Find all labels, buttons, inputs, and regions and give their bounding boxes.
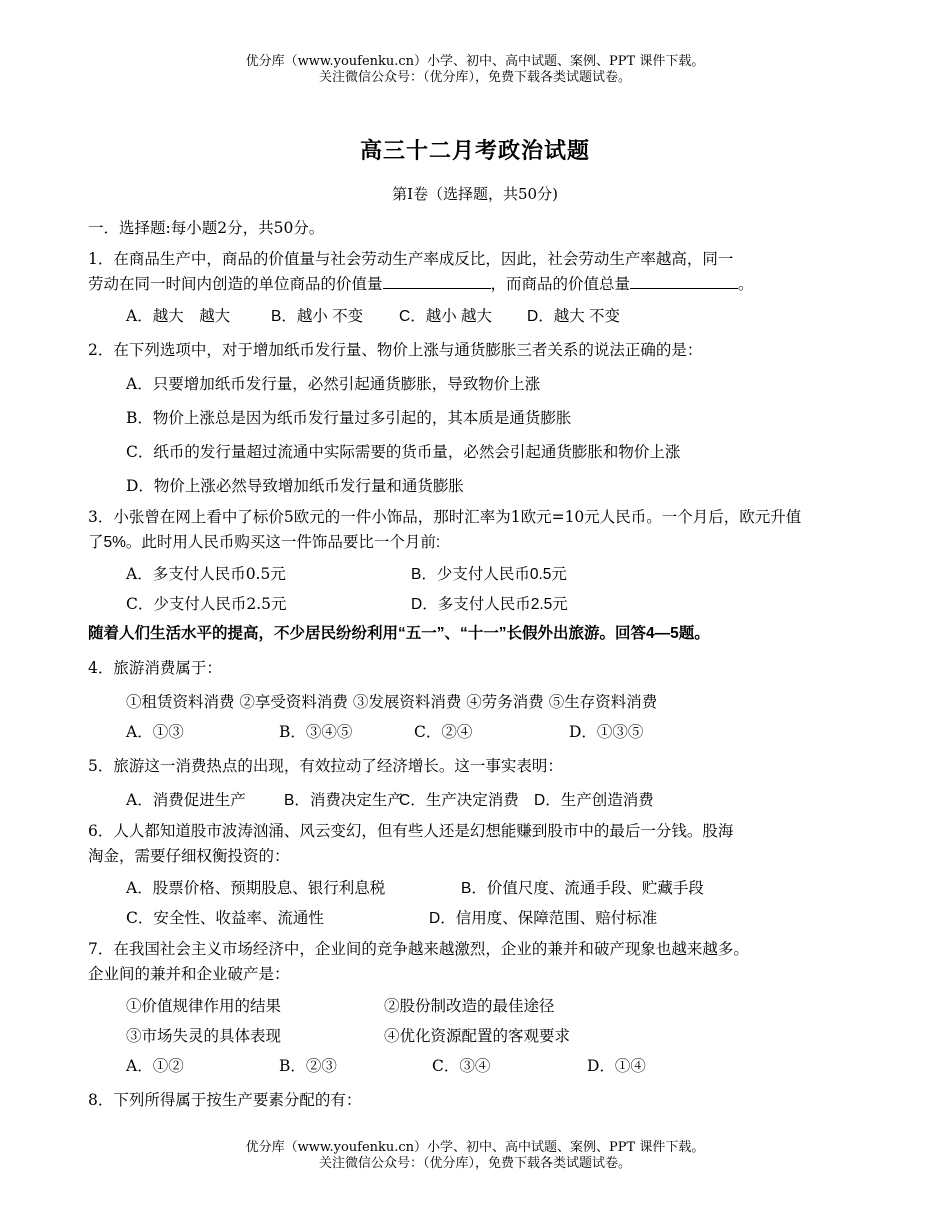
page-header bbox=[0, 54, 950, 86]
option-a: A．①② bbox=[126, 1057, 184, 1075]
question-stem-text: 劳动在同一时间内创造的单位商品的价值量 bbox=[88, 275, 383, 293]
option-b: B．越小 不变 bbox=[271, 308, 364, 325]
section-heading: 一．选择题:每小题2分，共50分。 bbox=[88, 219, 325, 237]
option-d: D．①③⑤ bbox=[569, 723, 644, 741]
option-b: B．消费决定生产 bbox=[284, 792, 403, 809]
option-row bbox=[88, 301, 868, 331]
question-stem: 了5%。此时用人民币购买这一件饰品要比一个月前: bbox=[88, 534, 441, 551]
choice-items-row bbox=[88, 991, 868, 1021]
option-d: D．越大 不变 bbox=[527, 308, 621, 325]
question-stem-text: ，而商品的价值总量 bbox=[490, 275, 631, 293]
option-c: C．越小 越大 bbox=[399, 308, 493, 325]
question-stem: 7．在我国社会主义市场经济中，企业间的竞争越来越激烈，企业的兼并和破产现象也越来越多。 bbox=[88, 940, 749, 958]
option-row bbox=[88, 717, 868, 747]
option-a: A．越大 越大 bbox=[126, 307, 231, 325]
option-a: A．股票价格、预期股息、银行利息税 bbox=[126, 879, 386, 897]
question-stem: 企业间的兼并和企业破产是： bbox=[88, 965, 290, 983]
option-row bbox=[88, 559, 868, 589]
question-stem: 6．人人都知道股市波涛汹涌、风云变幻，但有些人还是幻想能赚到股市中的最后一分钱。股海 bbox=[88, 822, 734, 840]
question-stem: 8．下列所得属于按生产要素分配的有： bbox=[88, 1091, 362, 1109]
choice-item: ③市场失灵的具体表现 bbox=[126, 1027, 282, 1045]
answer-blank bbox=[383, 272, 491, 289]
option-c: C．纸币的发行量超过流通中实际需要的货币量，必然会引起通货膨胀和物价上涨 bbox=[126, 443, 681, 461]
reading-material: 随着人们生活水平的提高，不少居民纷纷利用“五一”、“十一”长假外出旅游。回答4—5题。 bbox=[88, 625, 710, 642]
question-stem-text: 。 bbox=[738, 275, 754, 293]
question-stem bbox=[88, 505, 868, 530]
header-line-1: 优分库（www.youfenku.cn）小学、初中、高中试题、案例、PPT 课件下载。 bbox=[245, 54, 705, 69]
option-b: B．物价上涨总是因为纸币发行量过多引起的，其本质是通货膨胀 bbox=[126, 409, 572, 427]
question-stem: 淘金，需要仔细权衡投资的： bbox=[88, 847, 290, 865]
question-stem bbox=[88, 272, 868, 297]
question-stem: 4．旅游消费属于： bbox=[88, 659, 222, 677]
question-6 bbox=[88, 819, 868, 933]
option-a: A．多支付人民币0.5元 bbox=[126, 565, 286, 583]
option-b: B．②③ bbox=[279, 1057, 337, 1075]
header-line-2: 关注微信公众号：（优分库），免费下载各类试题试卷。 bbox=[318, 70, 631, 85]
option-row bbox=[88, 589, 868, 619]
question-8 bbox=[88, 1085, 868, 1115]
answer-blank bbox=[630, 272, 738, 289]
question-stem: 1．在商品生产中，商品的价值量与社会劳动生产率成反比，因此，社会劳动生产率越高，同一 bbox=[88, 250, 734, 268]
option-d: D．信用度、保障范围、赔付标准 bbox=[429, 910, 658, 927]
exam-content bbox=[88, 213, 868, 1115]
choice-item: ①价值规律作用的结果 bbox=[126, 997, 282, 1015]
question-stem-text: 3．小张曾在网上看中了标价5欧元的一件小饰品，那时汇率为1欧元=10元人民币。一个月后，欧元升值 bbox=[88, 508, 802, 526]
option-row bbox=[88, 785, 868, 815]
footer-line-1: 优分库（www.youfenku.cn）小学、初中、高中试题、案例、PPT 课件下载。 bbox=[245, 1140, 705, 1155]
question-4 bbox=[88, 653, 868, 747]
question-stem: 2．在下列选项中，对于增加纸币发行量、物价上涨与通货膨胀三者关系的说法正确的是： bbox=[88, 341, 703, 359]
question-3 bbox=[88, 505, 868, 619]
page-title: 高三十二月考政治试题 bbox=[359, 138, 590, 164]
option-a: A．只要增加纸币发行量，必然引起通货膨胀，导致物价上涨 bbox=[126, 375, 541, 393]
option-row bbox=[88, 1051, 868, 1081]
choice-items-row bbox=[88, 1021, 868, 1051]
option-c: C．安全性、收益率、流通性 bbox=[126, 909, 324, 927]
option-d: D．生产创造消费 bbox=[534, 792, 654, 809]
question-7 bbox=[88, 937, 868, 1081]
option-c: C．②④ bbox=[414, 723, 473, 741]
option-a: A．消费促进生产 bbox=[126, 791, 246, 809]
option-d: D．①④ bbox=[587, 1057, 646, 1075]
option-b: B．价值尺度、流通手段、贮藏手段 bbox=[461, 880, 704, 897]
page-footer bbox=[0, 1140, 950, 1172]
option-row bbox=[88, 873, 868, 903]
choice-item: ②股份制改造的最佳途径 bbox=[384, 997, 555, 1015]
option-row bbox=[88, 903, 868, 933]
question-5 bbox=[88, 751, 868, 815]
option-b: B．③④⑤ bbox=[279, 723, 353, 741]
question-1 bbox=[88, 247, 868, 331]
option-d: D．物价上涨必然导致增加纸币发行量和通货膨胀 bbox=[126, 477, 464, 495]
footer-line-2: 关注微信公众号：（优分库），免费下载各类试题试卷。 bbox=[318, 1156, 631, 1171]
option-d: D．多支付人民币2.5元 bbox=[411, 596, 568, 613]
choice-item: ④优化资源配置的客观要求 bbox=[384, 1027, 571, 1045]
option-c: C．③④ bbox=[432, 1057, 491, 1075]
question-stem: 5．旅游这一消费热点的出现，有效拉动了经济增长。这一事实表明： bbox=[88, 757, 563, 775]
option-a: A．①③ bbox=[126, 723, 184, 741]
option-c: C．少支付人民币2.5元 bbox=[126, 595, 287, 613]
question-2 bbox=[88, 335, 868, 501]
choice-items: ①租赁资料消费 ②享受资料消费 ③发展资料消费 ④劳务消费 ⑤生存资料消费 bbox=[126, 693, 658, 711]
option-b: B．少支付人民币0.5元 bbox=[411, 566, 567, 583]
option-c: C．生产决定消费 bbox=[399, 792, 519, 809]
section-subtitle: 第Ⅰ卷（选择题，共50分) bbox=[392, 185, 558, 203]
